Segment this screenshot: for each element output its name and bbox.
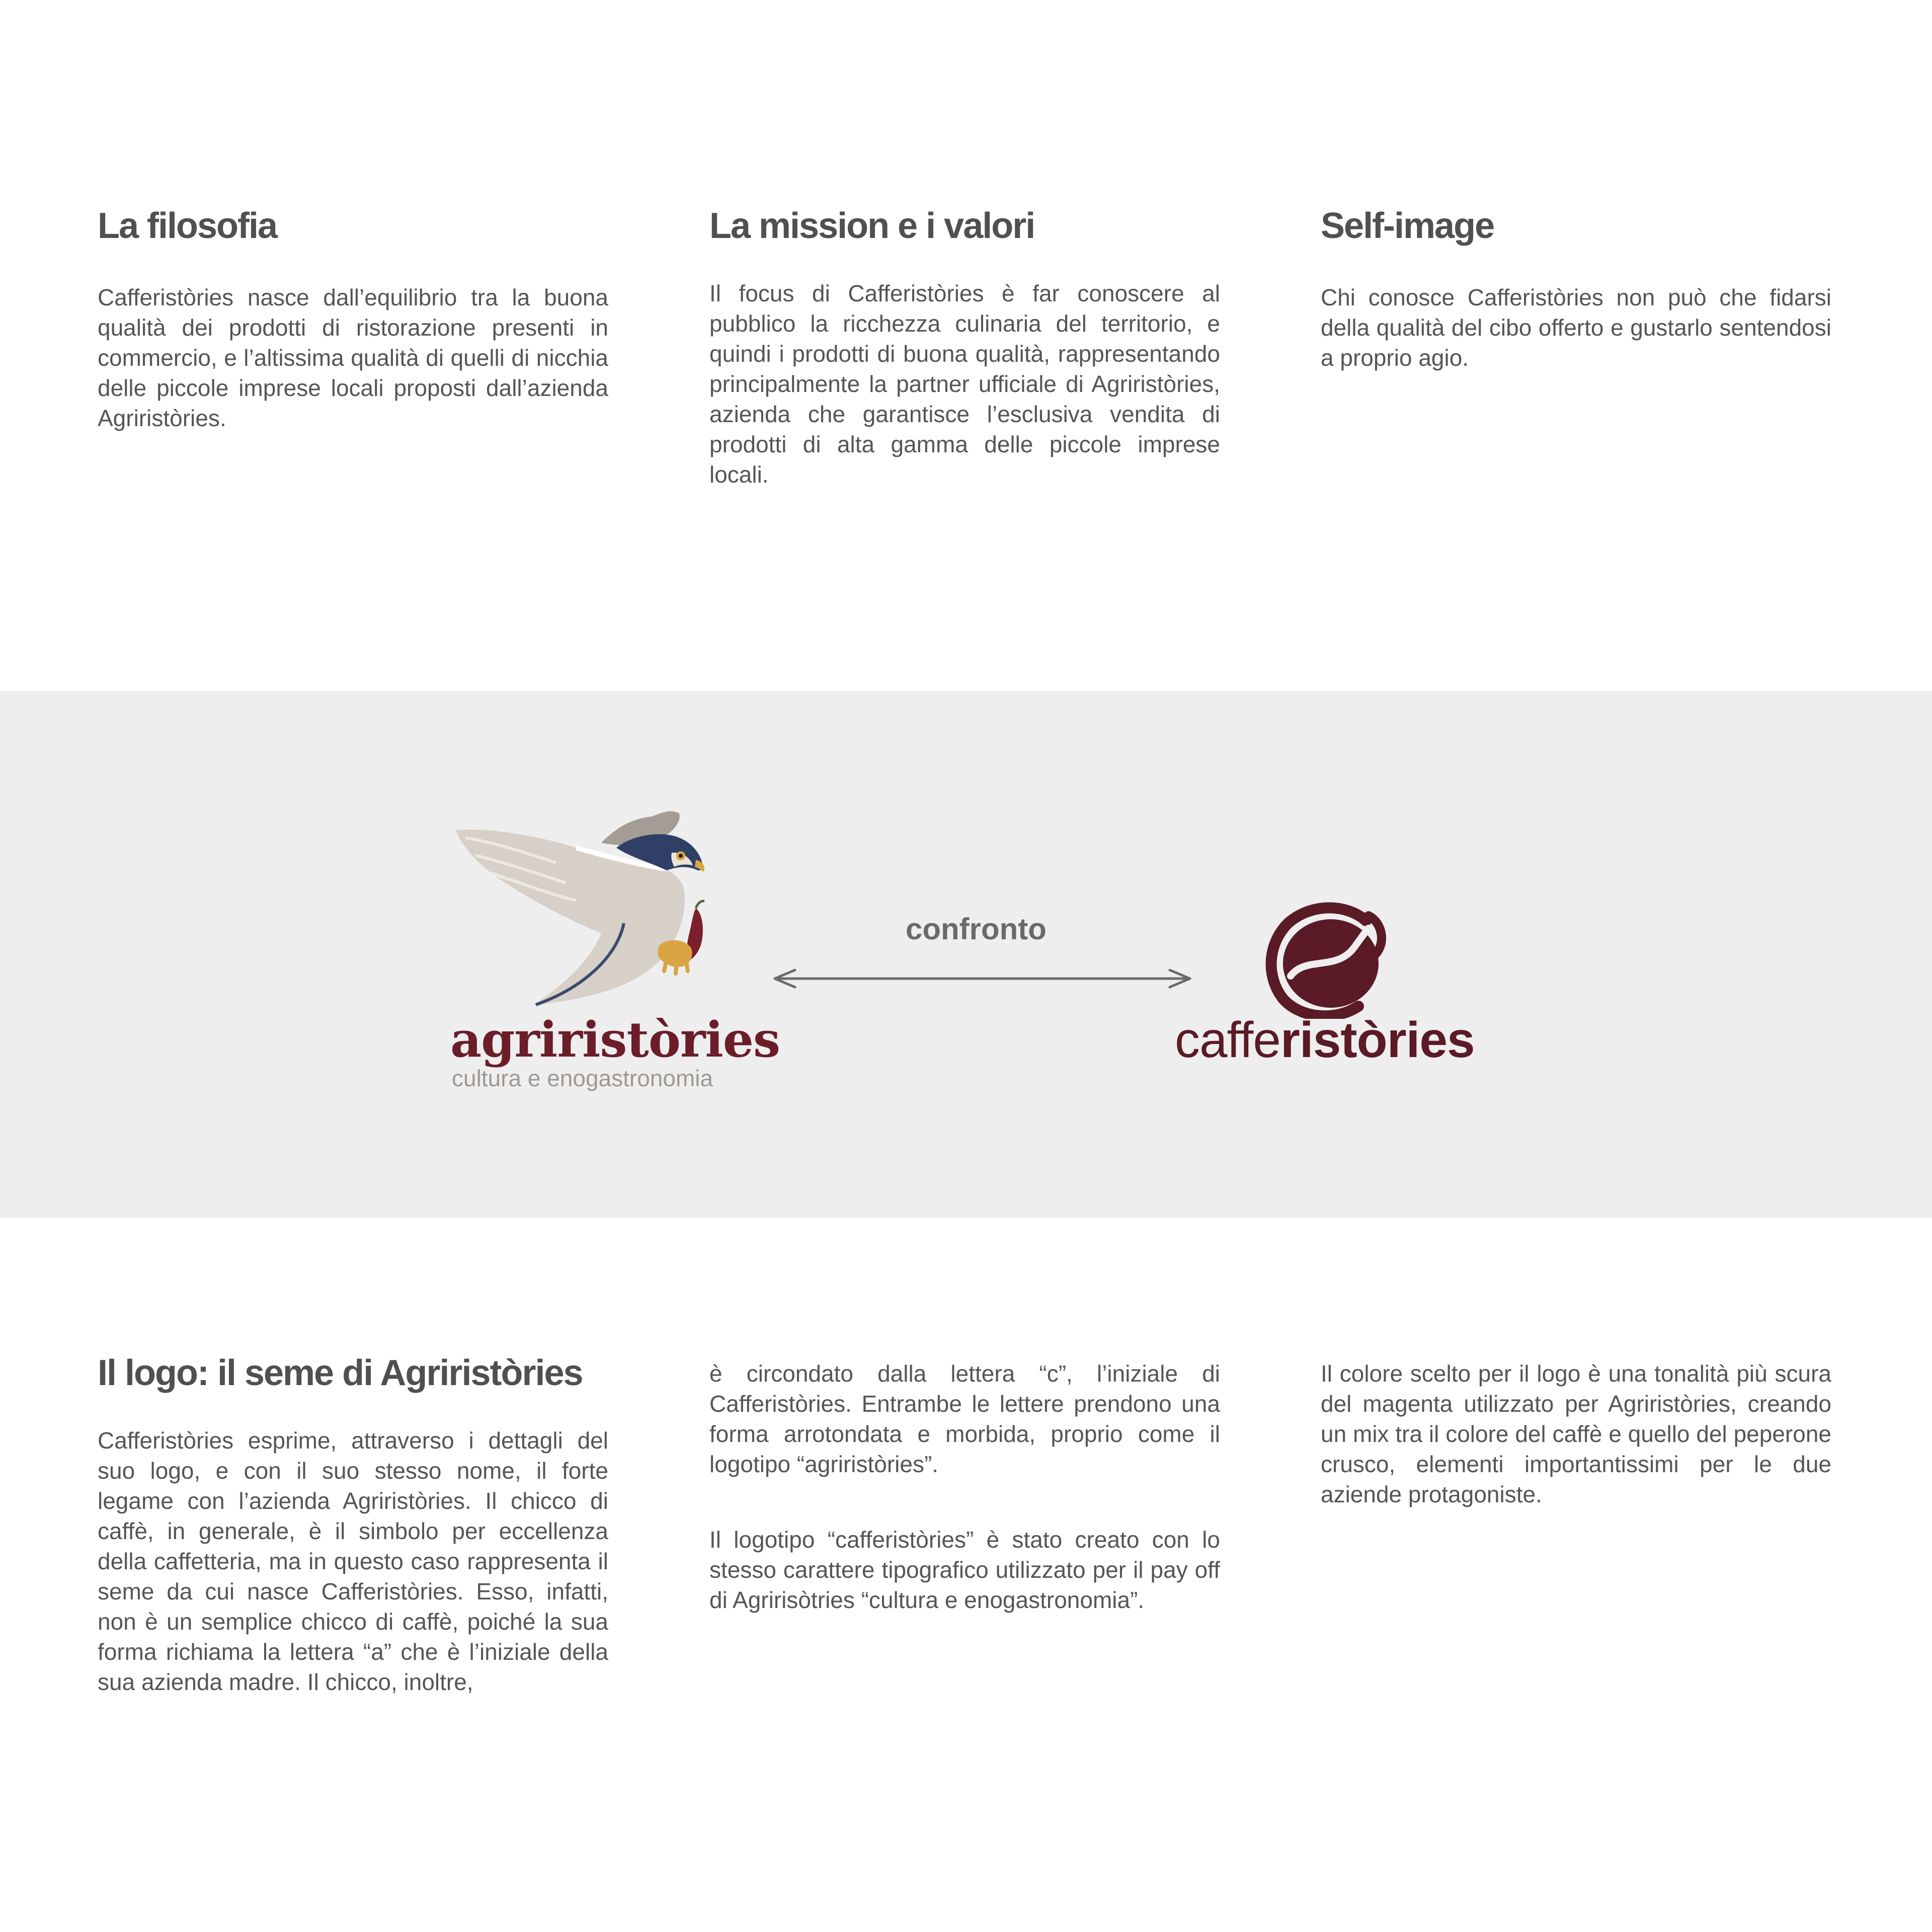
agriristories-wordmark: agriristòries (450, 1011, 780, 1068)
cafferistories-wordmark-light: caffe (1175, 1012, 1280, 1068)
mission-column (709, 206, 1220, 490)
cafferistories-wordmark (1175, 1011, 1475, 1069)
selfimage-column (1321, 206, 1831, 373)
logo-right-column (1321, 1358, 1831, 1509)
coffee-bean-icon (1265, 901, 1391, 1019)
double-arrow-icon (772, 966, 1192, 991)
filosofia-column (98, 206, 608, 433)
logo-column (98, 1353, 608, 1697)
selfimage-text: Chi conosce Cafferistòries non può che fidarsi della qualità del cibo offerto e gustarlo sentendosi a proprio agio. (1321, 284, 1831, 371)
logo-middle-column (709, 1358, 1220, 1615)
mission-text: Il focus di Cafferistòries è far conoscere al pubblico la ricchezza culinaria del territorio, e quindi i prodotti di buona qualità, rappresentando principalmente la partner ufficiale di Agriristòries, azienda che garantisce l’esclusiva vendita di prodotti di alta gamma delle piccole imprese locali. (709, 280, 1220, 488)
logo-middle-text-1: è circondato dalla lettera “c”, l’iniziale di Cafferistòries. Entrambe le lettere prendono una forma arrotondata e morbida, proprio come il logotipo “agriristòries”. (709, 1360, 1220, 1477)
logo-text: Cafferistòries esprime, attraverso i dettagli del suo logo, e con il suo stesso nome, il forte legame con l’azienda Agriristòries. Il chicco di caffè, in generale, è il simbolo per eccellenza della caffetteria, ma in questo caso rappresenta il seme da cui nasce Cafferistòries. Esso, infatti, non è un semplice chicco di caffè, poiché la sua forma richiama la lettera “a” che è l’iniziale della sua azienda madre. Il chicco, inoltre, (98, 1427, 608, 1696)
filosofia-title: La filosofia (98, 206, 277, 246)
selfimage-title: Self-image (1321, 206, 1494, 246)
cafferistories-wordmark-bold: ristòries (1280, 1012, 1475, 1068)
confronto-label: confronto (906, 912, 1046, 946)
falcon-icon (450, 808, 742, 1006)
filosofia-text: Cafferistòries nasce dall’equilibrio tra la buona qualità dei prodotti di ristorazione presenti in commercio, e l’altissima qualità di quelli di nicchia delle piccole imprese locali proposti dall’azienda Agriristòries. (98, 284, 608, 432)
logo-right-text: Il colore scelto per il logo è una tonalità più scura del magenta utilizzato per Agriristòries, creando un mix tra il colore del caffè e quello del peperone crusco, elementi importantissimi per le due aziende protagoniste. (1321, 1360, 1831, 1507)
agriristories-tagline: cultura e enogastronomia (452, 1065, 713, 1091)
mission-title: La mission e i valori (709, 206, 1035, 246)
logo-title: Il logo: il seme di Agriristòries (98, 1353, 583, 1393)
logo-middle-text-2: Il logotipo “cafferistòries” è stato creato con lo stesso carattere tipografico utilizzato per il pay off di Agririsòtries “cultura e enogastronomia”. (709, 1526, 1220, 1613)
comparison-band (0, 691, 1932, 1218)
